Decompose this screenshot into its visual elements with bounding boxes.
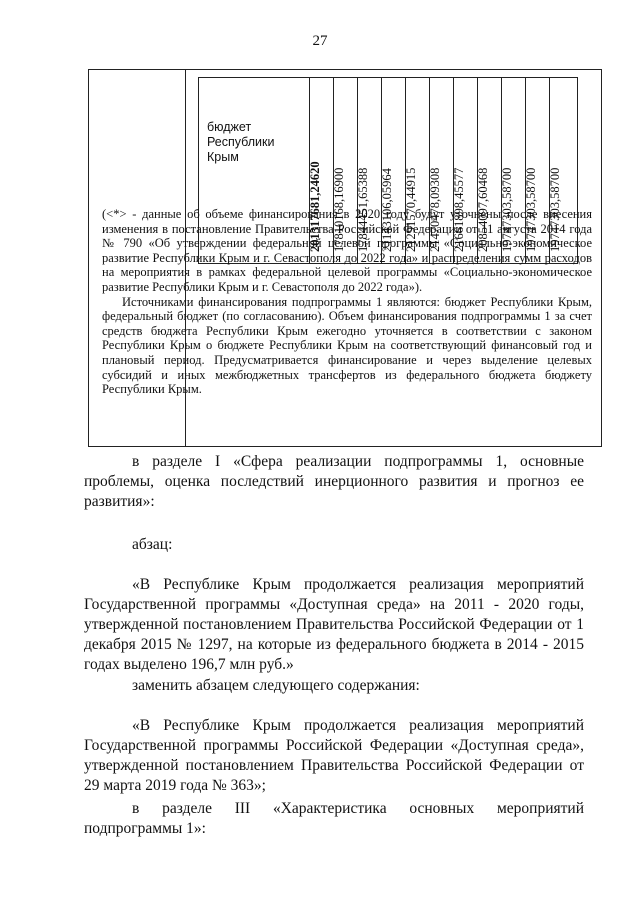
value: 20854097,60468 — [475, 167, 490, 252]
value: 21291570,44915 — [403, 167, 418, 252]
value: 19747303,58700 — [547, 167, 562, 252]
value: 21661898,45577 — [451, 167, 466, 252]
value: 17810168,16900 — [331, 167, 346, 252]
paragraph-label: абзац: — [132, 536, 173, 553]
program-table — [88, 69, 602, 447]
page-number: 27 — [312, 33, 328, 49]
section-3-reference: в разделе III «Характеристика основных мероприятий подпрограммы 1»: — [84, 800, 584, 837]
replace-instruction: заменить абзацем следующего содержания: — [132, 677, 420, 694]
financing-sources-paragraph: Источниками финансирования подпрограммы 1 являются: бюджет Республики Крым, федеральный бюджет (по согласованию). Объем финансирования подпрограммы 1 за счет средств бюджета Республики Крым ежегодно уточняется в соответствии с законом Республики Крым о бюджете Республики Крым на соответствующий финансовый год и плановый период. Предусматривается финансирование и через выделение целевых субсидий и иных межбюджетных трансфертов из федерального бюджета бюджету Республики Крым. — [102, 294, 592, 397]
financing-footnote — [102, 207, 592, 397]
footnote-paragraph: (<*> - данные об объеме финансирования в 2020 году будут уточнены после внесения изменения в постановление Правительства Российской Федерации от 11 августа 2014 года № 790 «Об утверждении федеральной целевой программы «Социально-экономическое развитие Республики Крым и г. Севастополя до 2022 года» и распределения сумм расходов на мероприятия в рамках федеральной целевой программы «Социально-экономическое развитие Республики Крым и г. Севастополя до 2022 года»). — [102, 207, 592, 294]
value: 19747303,58700 — [499, 167, 514, 252]
financing-row-label — [207, 120, 302, 165]
value-total: 201317681,24620 — [307, 161, 322, 252]
row-label-line: Республики — [207, 135, 275, 149]
new-paragraph-quote: «В Республике Крым продолжается реализация мероприятий Государственной программы Российской Федерации «Доступная среда», утвержденной постановлением Правительства Российской Федерации от 29 марта 2019 года № 363»; — [84, 717, 584, 794]
value: 21143106,05964 — [379, 168, 394, 252]
value: 17844451,65388 — [355, 167, 370, 252]
value: 19747303,58700 — [523, 167, 538, 252]
old-paragraph-quote: «В Республике Крым продолжается реализация мероприятий Государственной программы «Доступная среда» на 2011 - 2020 годы, утвержденной постановлением Правительства Российской Федерации от 1 декабря 2015 № 1297, на которые из федерального бюджета в 2014 - 2015 годах выделено 196,7 млн руб.» — [84, 576, 584, 673]
value: 21470478,09308 — [427, 167, 442, 252]
section-1-reference: в разделе I «Сфера реализации подпрограммы 1, основные проблемы, оценка последствий инерционного развития и прогноз ее развития»: — [84, 453, 584, 510]
row-label-line: Крым — [207, 150, 239, 164]
row-label-line: бюджет — [207, 120, 252, 134]
